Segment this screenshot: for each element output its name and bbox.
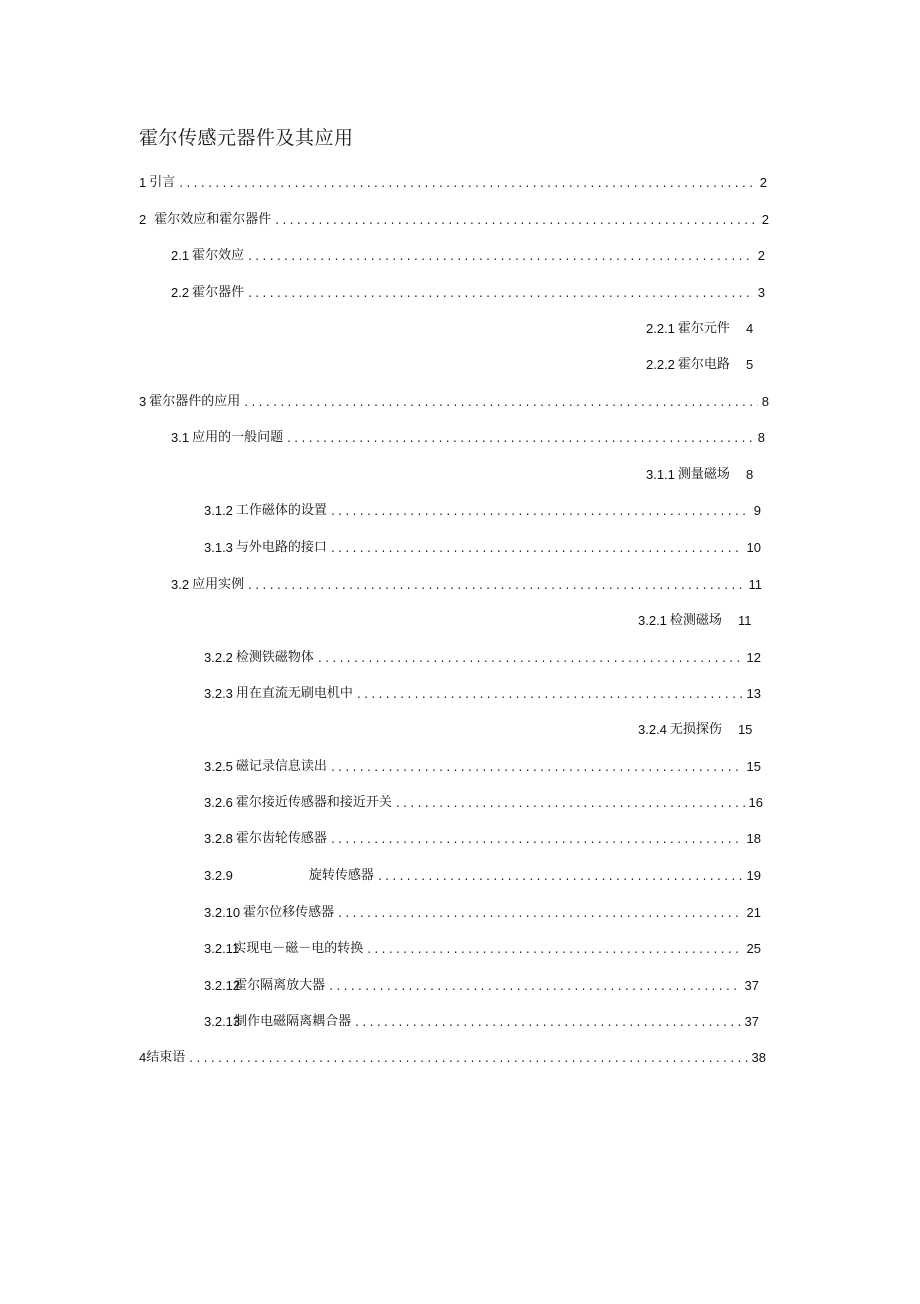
- toc-page-number: 12: [746, 650, 761, 665]
- toc-label: 霍尔器件的应用: [149, 394, 241, 409]
- toc-entry[interactable]: [204, 900, 761, 922]
- toc-entry[interactable]: [204, 863, 761, 885]
- toc-number: 3.2: [171, 577, 190, 592]
- toc-leader: [248, 576, 744, 594]
- toc-leader: [189, 1049, 747, 1067]
- toc-entry[interactable]: [646, 352, 753, 374]
- toc-number: 3: [139, 394, 147, 409]
- toc-leader: [396, 794, 745, 812]
- toc-page-number: 8: [757, 430, 765, 445]
- toc-entry[interactable]: [171, 280, 765, 302]
- toc-number: 3.2.2: [204, 650, 233, 665]
- toc-number: 3.2.3: [204, 686, 233, 701]
- toc-number: 4: [139, 1050, 147, 1065]
- toc-leader: [367, 940, 742, 958]
- toc-leader: [329, 977, 740, 995]
- toc-number: 3.2.11: [204, 941, 240, 956]
- toc-entry[interactable]: [139, 170, 767, 192]
- toc-number: 3.2.13: [204, 1014, 241, 1029]
- toc-page-number: 2: [759, 175, 767, 190]
- toc-number: 3.2.9: [204, 868, 233, 883]
- toc-label: 应用的一般问题: [192, 430, 284, 445]
- toc-label: 霍尔元件: [677, 321, 730, 336]
- toc-number: 3.2.10: [204, 905, 241, 920]
- toc-label: 制作电磁隔离耦合器: [234, 1014, 352, 1029]
- toc-number: 3.2.5: [204, 759, 233, 774]
- toc-leader: [331, 830, 743, 848]
- toc-entry[interactable]: [204, 973, 759, 995]
- toc-page-number: 8: [745, 467, 754, 482]
- toc-entry[interactable]: [171, 243, 765, 265]
- toc-label: 磁记录信息读出: [235, 759, 327, 774]
- toc-label: 用在直流无刷电机中: [235, 686, 353, 701]
- toc-page-number: 37: [744, 978, 759, 993]
- toc-label: 引言: [149, 175, 176, 190]
- toc-label: 结束语: [146, 1050, 186, 1065]
- toc-number: 3.1.2: [204, 503, 233, 518]
- toc-leader: [331, 758, 743, 776]
- toc-page-number: 11: [737, 613, 752, 628]
- toc-label: 霍尔接近传感器和接近开关: [235, 795, 392, 810]
- toc-page-number: 18: [746, 831, 761, 846]
- toc-entry[interactable]: [204, 645, 761, 667]
- toc-label: 旋转传感器: [308, 868, 374, 883]
- toc-page-number: 11: [748, 577, 762, 592]
- toc-leader: [244, 393, 758, 411]
- toc-number: 2: [139, 212, 147, 227]
- toc-entry[interactable]: [171, 572, 762, 594]
- toc-label: 应用实例: [192, 577, 245, 592]
- toc-page-number: 16: [748, 795, 763, 810]
- toc-label: 霍尔齿轮传感器: [235, 831, 327, 846]
- toc-page-number: 10: [746, 540, 761, 555]
- toc-leader: [357, 685, 743, 703]
- toc-leader: [331, 539, 743, 557]
- toc-label: 无损探伤: [669, 722, 722, 737]
- toc-page-number: 8: [761, 394, 769, 409]
- toc-entry[interactable]: [638, 608, 751, 630]
- toc-label: 霍尔效应: [192, 248, 245, 263]
- toc-label: 霍尔隔离放大器: [234, 978, 326, 993]
- toc-page-number: 38: [751, 1050, 766, 1065]
- toc-page-number: 4: [745, 321, 754, 336]
- toc-number: 3.2.4: [638, 722, 667, 737]
- toc-leader: [248, 247, 754, 265]
- toc-leader: [378, 867, 743, 885]
- toc-entry[interactable]: [646, 316, 753, 338]
- toc-label: 测量磁场: [677, 467, 730, 482]
- toc-leader: [355, 1013, 740, 1031]
- toc-label: 霍尔器件: [192, 285, 245, 300]
- toc-label: 实现电－磁－电的转换: [233, 941, 364, 956]
- toc-number: 3.1: [171, 430, 190, 445]
- toc-number: 3.2.12: [204, 978, 241, 993]
- toc-entry[interactable]: [204, 754, 761, 776]
- toc-leader: [275, 211, 758, 229]
- toc-number: 3.2.6: [204, 795, 233, 810]
- toc-label: 霍尔电路: [677, 357, 730, 372]
- toc-entry[interactable]: [171, 425, 765, 447]
- toc-page-number: 15: [746, 759, 761, 774]
- toc-entry[interactable]: [638, 717, 752, 739]
- toc-leader: [179, 174, 756, 192]
- toc-entry[interactable]: [139, 389, 769, 411]
- toc-entry[interactable]: [139, 207, 769, 229]
- toc-page-number: 13: [746, 686, 761, 701]
- toc-entry[interactable]: [204, 498, 761, 520]
- toc-entry[interactable]: [139, 1045, 766, 1067]
- toc-page-number: 3: [757, 285, 765, 300]
- toc-number: 3.2.1: [638, 613, 667, 628]
- toc-number: 2.2.2: [646, 357, 675, 372]
- toc-page-number: 5: [745, 357, 754, 372]
- toc-entry[interactable]: [204, 790, 763, 812]
- toc-leader: [338, 904, 742, 922]
- toc-number: 3.1.3: [204, 540, 233, 555]
- toc-page-number: 9: [753, 503, 761, 518]
- toc-label: 检测铁磁物体: [235, 650, 314, 665]
- toc-page-number: 2: [761, 212, 769, 227]
- toc-label: 霍尔位移传感器: [243, 905, 335, 920]
- toc-label: 工作磁体的设置: [235, 503, 327, 518]
- toc-page-number: 2: [757, 248, 765, 263]
- toc-entry[interactable]: [204, 1009, 759, 1031]
- toc-entry[interactable]: [646, 462, 753, 484]
- toc-number: 3.2.8: [204, 831, 233, 846]
- toc-number: 3.1.1: [646, 467, 675, 482]
- toc-leader: [248, 284, 754, 302]
- toc-page-number: 19: [746, 868, 761, 883]
- toc-number: 1: [139, 175, 147, 190]
- toc-label: 检测磁场: [669, 613, 722, 628]
- toc-entry[interactable]: [204, 936, 761, 958]
- document-title: 霍尔传感元器件及其应用: [139, 127, 354, 149]
- toc-page-number: 25: [746, 941, 761, 956]
- toc-number: 2.2.1: [646, 321, 675, 336]
- toc-leader: [318, 649, 743, 667]
- toc-number: 2.1: [171, 248, 190, 263]
- toc-label: 与外电路的接口: [235, 540, 327, 555]
- toc-leader: [331, 502, 750, 520]
- toc-page-number: 15: [737, 722, 753, 737]
- toc-entry[interactable]: [204, 535, 761, 557]
- toc-page-number: 37: [744, 1014, 759, 1029]
- toc-page-number: 21: [746, 905, 761, 920]
- toc-entry[interactable]: [204, 681, 761, 703]
- toc-leader: [287, 429, 754, 447]
- toc-number: 2.2: [171, 285, 190, 300]
- toc-label: 霍尔效应和霍尔器件: [154, 212, 272, 227]
- toc-entry[interactable]: [204, 826, 761, 848]
